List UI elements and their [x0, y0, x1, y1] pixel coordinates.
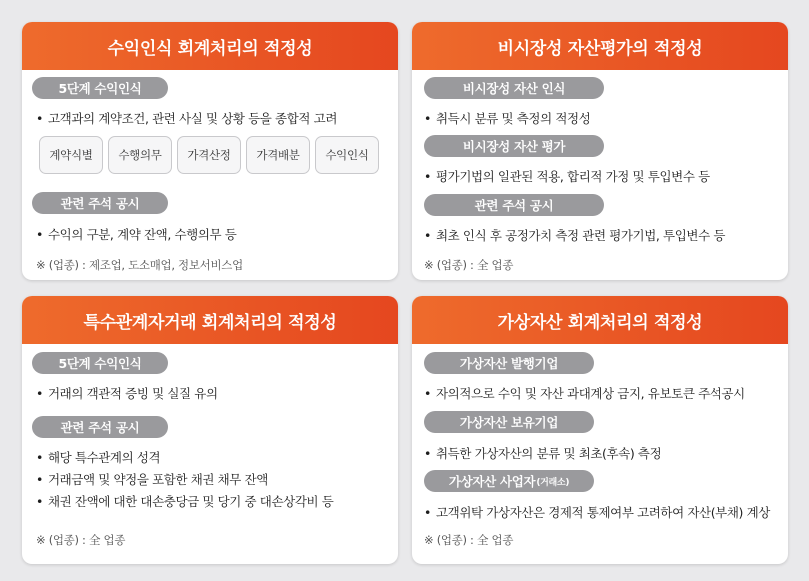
bullet-item: • 채권 잔액에 대한 대손충당금 및 당기 중 대손상각비 등	[36, 492, 333, 510]
step-chip-row	[39, 136, 379, 174]
section-label	[424, 470, 594, 492]
step-chip: 수익인식	[315, 136, 379, 174]
card-virtual-assets	[412, 296, 788, 564]
step-chip: 가격배분	[246, 136, 310, 174]
section-label: 관련 주석 공시	[32, 416, 168, 438]
bullet-item: • 자의적으로 수익 및 자산 과대계상 금지, 유보토큰 주석공시	[424, 384, 745, 402]
card-title: 가상자산 회계처리의 적정성	[412, 296, 788, 344]
section-label-suffix: (거래소)	[536, 477, 570, 488]
bullet-item: • 수익의 구분, 계약 잔액, 수행의무 등	[36, 225, 236, 243]
step-chip: 수행의무	[108, 136, 172, 174]
section-label: 5단계 수익인식	[32, 352, 168, 374]
industry-note: ※ (업종) : 제조업, 도소매업, 정보서비스업	[36, 258, 243, 272]
card-title: 특수관계자거래 회계처리의 적정성	[22, 296, 398, 344]
section-label-text: 가상자산 사업자	[448, 474, 536, 489]
bullet-item: • 취득한 가상자산의 분류 및 최초(후속) 측정	[424, 444, 661, 462]
section-label: 비시장성 자산 인식	[424, 77, 604, 99]
bullet-item: • 고객과의 계약조건, 관련 사실 및 상황 등을 종합적 고려	[36, 109, 337, 127]
section-label: 비시장성 자산 평가	[424, 135, 604, 157]
card-unlisted-asset-valuation	[412, 22, 788, 280]
section-label: 가상자산 보유기업	[424, 411, 594, 433]
industry-note: ※ (업종) : 全 업종	[424, 258, 514, 272]
industry-note: ※ (업종) : 全 업종	[424, 533, 514, 547]
card-title: 비시장성 자산평가의 적정성	[412, 22, 788, 70]
card-related-party-transactions	[22, 296, 398, 564]
card-title: 수익인식 회계처리의 적정성	[22, 22, 398, 70]
bullet-item: • 평가기법의 일관된 적용, 합리적 가정 및 투입변수 등	[424, 167, 710, 185]
bullet-item: • 고객위탁 가상자산은 경제적 통제여부 고려하여 자산(부채) 계상	[424, 503, 770, 521]
bullet-item: • 거래금액 및 약정을 포함한 채권 채무 잔액	[36, 470, 268, 488]
step-chip: 가격산정	[177, 136, 241, 174]
section-label: 관련 주석 공시	[32, 192, 168, 214]
section-label: 5단계 수익인식	[32, 77, 168, 99]
step-chip: 계약식별	[39, 136, 103, 174]
bullet-item: • 취득시 분류 및 측정의 적정성	[424, 109, 590, 127]
bullet-item: • 해당 특수관계의 성격	[36, 448, 160, 466]
card-revenue-recognition	[22, 22, 398, 280]
section-label: 가상자산 발행기업	[424, 352, 594, 374]
bullet-item: • 최초 인식 후 공정가치 측정 관련 평가기법, 투입변수 등	[424, 226, 725, 244]
industry-note: ※ (업종) : 全 업종	[36, 533, 126, 547]
section-label: 관련 주석 공시	[424, 194, 604, 216]
bullet-item: • 거래의 객관적 증빙 및 실질 유의	[36, 384, 218, 402]
